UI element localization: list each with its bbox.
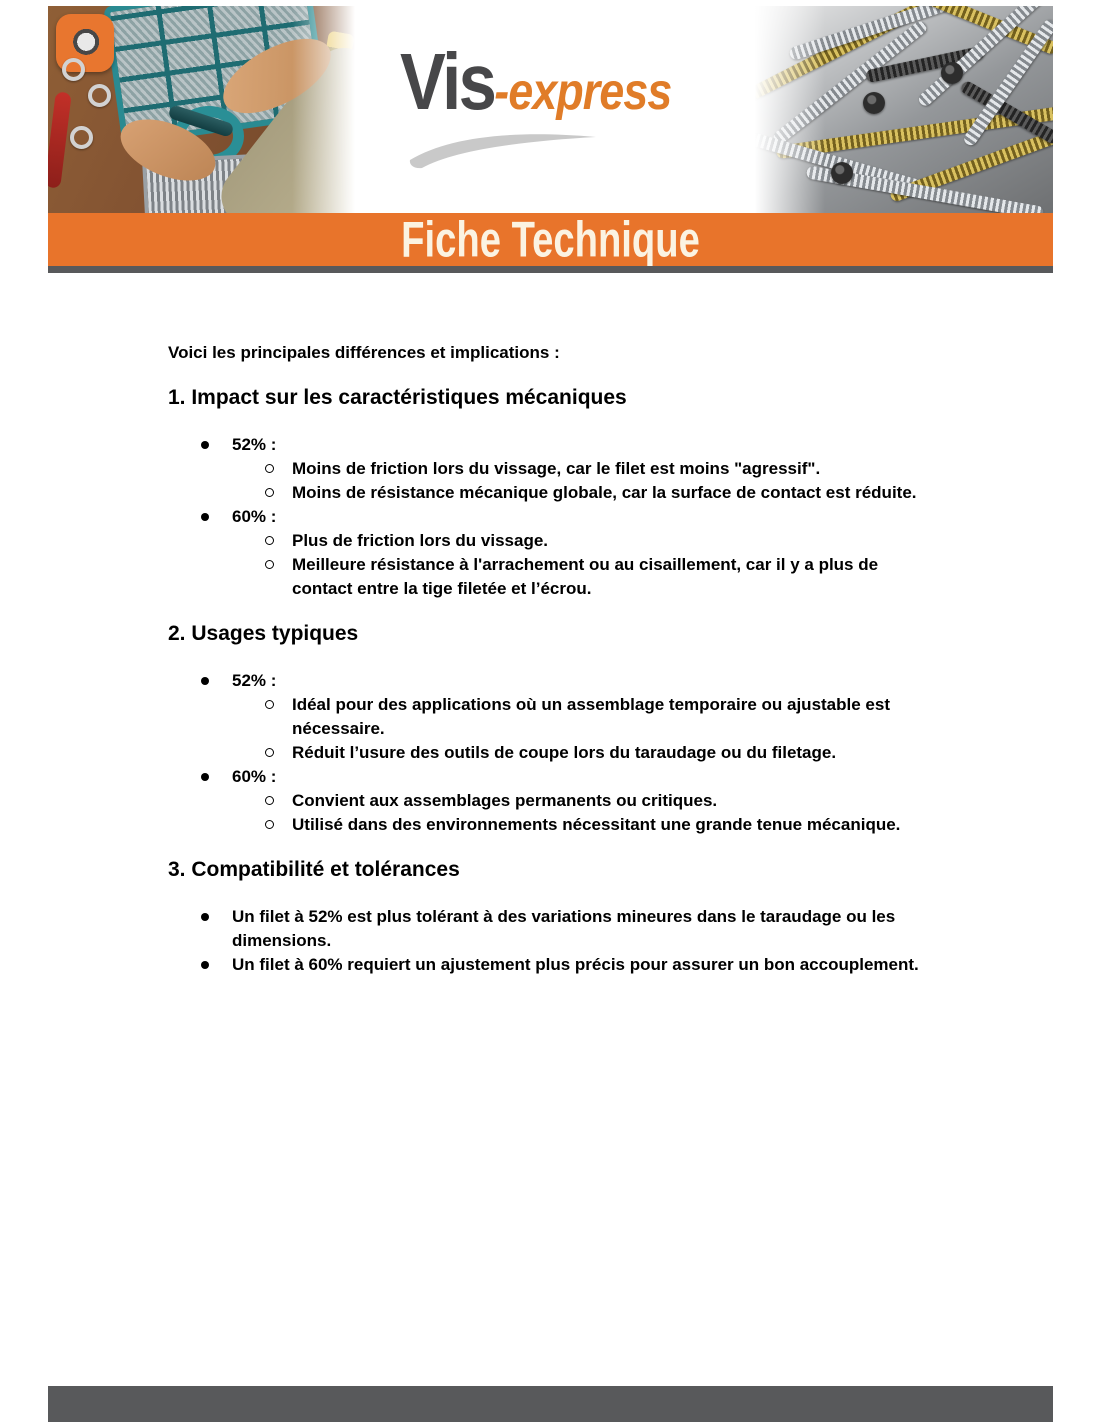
workbench-photo bbox=[48, 6, 362, 213]
list-item bbox=[168, 457, 925, 481]
logo-vis: Vis bbox=[400, 37, 495, 126]
bullet-circle-icon bbox=[265, 748, 274, 757]
photo-fade bbox=[292, 6, 362, 213]
screw-head bbox=[863, 92, 885, 114]
list-item bbox=[168, 741, 925, 765]
logo-swoosh-icon bbox=[406, 128, 601, 170]
bullet-circle-icon bbox=[265, 536, 274, 545]
logo-express: -express bbox=[494, 63, 672, 121]
list-item bbox=[168, 481, 925, 505]
list-item bbox=[168, 529, 925, 553]
sub-bullet-text: Meilleure résistance à l'arrachement ou au cisaillement, car il y a plus de contact entre la tige filetée et l’écrou. bbox=[292, 555, 879, 598]
screw-head bbox=[941, 62, 963, 84]
bullet-disc-icon bbox=[201, 441, 209, 449]
list-item bbox=[168, 505, 925, 529]
sub-bullet-text: Utilisé dans des environnements nécessitant une grande tenue mécanique. bbox=[292, 815, 901, 834]
list-item bbox=[168, 953, 925, 977]
bullet-circle-icon bbox=[265, 560, 274, 569]
banner-title: Fiche Technique bbox=[401, 213, 700, 266]
bullet-circle-icon bbox=[265, 488, 274, 497]
washer bbox=[88, 84, 111, 107]
bullet-label: Un filet à 52% est plus tolérant à des variations mineures dans le taraudage ou les dimensions. bbox=[232, 907, 896, 950]
list-item bbox=[168, 433, 925, 457]
banner bbox=[48, 213, 1053, 266]
vis-express-logo bbox=[400, 37, 800, 170]
bullet-list bbox=[168, 669, 925, 837]
section-title: 1. Impact sur les caractéristiques mécaniques bbox=[168, 386, 627, 409]
screw-head bbox=[831, 162, 853, 184]
bullet-disc-icon bbox=[201, 677, 209, 685]
bullet-label: 52% : bbox=[232, 435, 277, 454]
bullet-list bbox=[168, 433, 925, 601]
bullet-label: 60% : bbox=[232, 767, 277, 786]
list-item bbox=[168, 813, 925, 837]
list-item bbox=[168, 789, 925, 813]
section-title: 2. Usages typiques bbox=[168, 622, 359, 645]
sub-bullet-text: Idéal pour des applications où un assemblage temporaire ou ajustable est nécessaire. bbox=[292, 695, 890, 738]
list-item bbox=[168, 553, 925, 601]
bullet-circle-icon bbox=[265, 820, 274, 829]
logo-text bbox=[400, 37, 744, 126]
header-divider bbox=[48, 266, 1053, 273]
screwdriver bbox=[48, 91, 72, 188]
intro-text: Voici les principales différences et implications : bbox=[168, 343, 560, 362]
photo-fade bbox=[745, 6, 825, 213]
washer bbox=[70, 126, 93, 149]
sub-bullet-text: Plus de friction lors du vissage. bbox=[292, 531, 549, 550]
washer bbox=[62, 58, 85, 81]
sub-bullet-text: Convient aux assemblages permanents ou critiques. bbox=[292, 791, 718, 810]
list-item bbox=[168, 669, 925, 693]
list-item bbox=[168, 905, 925, 953]
list-item bbox=[168, 693, 925, 741]
bullet-circle-icon bbox=[265, 464, 274, 473]
bullet-circle-icon bbox=[265, 796, 274, 805]
sub-bullet-text: Moins de résistance mécanique globale, car la surface de contact est réduite. bbox=[292, 483, 917, 502]
bullet-label: 60% : bbox=[232, 507, 277, 526]
bullet-disc-icon bbox=[201, 773, 209, 781]
bullet-label: 52% : bbox=[232, 671, 277, 690]
footer-bar bbox=[48, 1386, 1053, 1422]
bullet-circle-icon bbox=[265, 700, 274, 709]
bullet-label: Un filet à 60% requiert un ajustement plus précis pour assurer un bon accouplement. bbox=[232, 955, 919, 974]
sub-bullet-text: Réduit l’usure des outils de coupe lors du taraudage ou du filetage. bbox=[292, 743, 837, 762]
header-strip bbox=[48, 6, 1053, 213]
screws-photo bbox=[745, 6, 1053, 213]
section-title: 3. Compatibilité et tolérances bbox=[168, 858, 460, 881]
list-item bbox=[168, 765, 925, 789]
document-body bbox=[168, 341, 925, 977]
bullet-disc-icon bbox=[201, 913, 209, 921]
bullet-disc-icon bbox=[201, 961, 209, 969]
bullet-list bbox=[168, 905, 925, 977]
bullet-disc-icon bbox=[201, 513, 209, 521]
sub-bullet-text: Moins de friction lors du vissage, car le filet est moins "agressif". bbox=[292, 459, 821, 478]
